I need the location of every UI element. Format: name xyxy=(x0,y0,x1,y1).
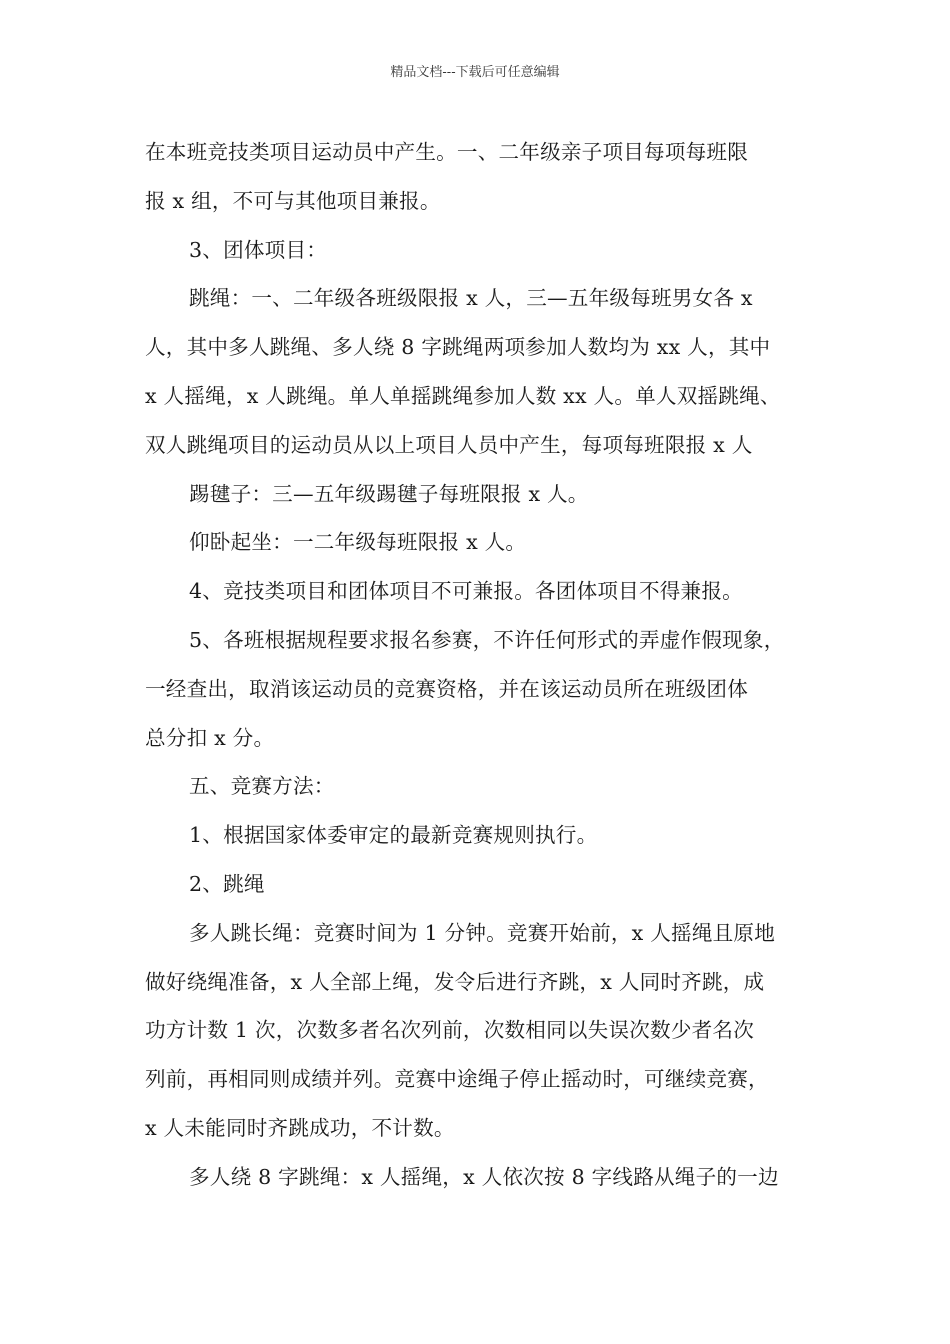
paragraph-line: x 人摇绳，x 人跳绳。单人单摇跳绳参加人数 xx 人。单人双摇跳绳、 xyxy=(145,383,781,408)
paragraph-line: 多人绕 8 字跳绳：x 人摇绳，x 人依次按 8 字线路从绳子的一边 xyxy=(189,1164,779,1189)
paragraph-line: 人，其中多人跳绳、多人绕 8 字跳绳两项参加人数均为 xx 人，其中 xyxy=(145,335,771,360)
paragraph-line: 仰卧起坐：一二年级每班限报 x 人。 xyxy=(189,530,527,555)
paragraph-line: 4、竞技类项目和团体项目不可兼报。各团体项目不得兼报。 xyxy=(189,579,743,604)
paragraph-line: 五、竞赛方法： xyxy=(189,774,335,799)
paragraph-line: 列前，再相同则成绩并列。竞赛中途绳子停止摇动时，可继续竞赛， xyxy=(145,1067,769,1092)
paragraph-line: 2、跳绳 xyxy=(189,871,265,896)
paragraph-line: 踢毽子：三—五年级踢毽子每班限报 x 人。 xyxy=(189,481,589,506)
paragraph-line: 1、根据国家体委审定的最新竞赛规则执行。 xyxy=(189,823,598,848)
paragraph-line: 做好绕绳准备，x 人全部上绳，发令后进行齐跳，x 人同时齐跳，成 xyxy=(145,969,765,994)
paragraph-line: 一经查出，取消该运动员的竞赛资格，并在该运动员所在班级团体 xyxy=(145,676,749,701)
paragraph-line: 双人跳绳项目的运动员从以上项目人员中产生，每项每班限报 x 人 xyxy=(145,432,753,457)
paragraph-line: 报 x 组，不可与其他项目兼报。 xyxy=(145,188,441,213)
paragraph-line: 跳绳：一、二年级各班级限报 x 人，三—五年级每班男女各 x xyxy=(189,286,753,311)
paragraph-line: 功方计数 1 次，次数多者名次列前，次数相同以失误次数少者名次 xyxy=(145,1018,755,1043)
paragraph-line: 3、团体项目： xyxy=(189,237,328,262)
paragraph-line: 多人跳长绳：竞赛时间为 1 分钟。竞赛开始前，x 人摇绳且原地 xyxy=(189,920,775,945)
paragraph-line: x 人未能同时齐跳成功，不计数。 xyxy=(145,1115,455,1140)
paragraph-line: 5、各班根据规程要求报名参赛，不许任何形式的弄虚作假现象， xyxy=(189,627,785,652)
page-header: 精品文档---下载后可任意编辑 xyxy=(390,65,560,80)
paragraph-line: 在本班竞技类项目运动员中产生。一、二年级亲子项目每项每班限 xyxy=(145,140,749,164)
paragraph-line: 总分扣 x 分。 xyxy=(145,725,275,750)
document-body xyxy=(145,128,807,1202)
